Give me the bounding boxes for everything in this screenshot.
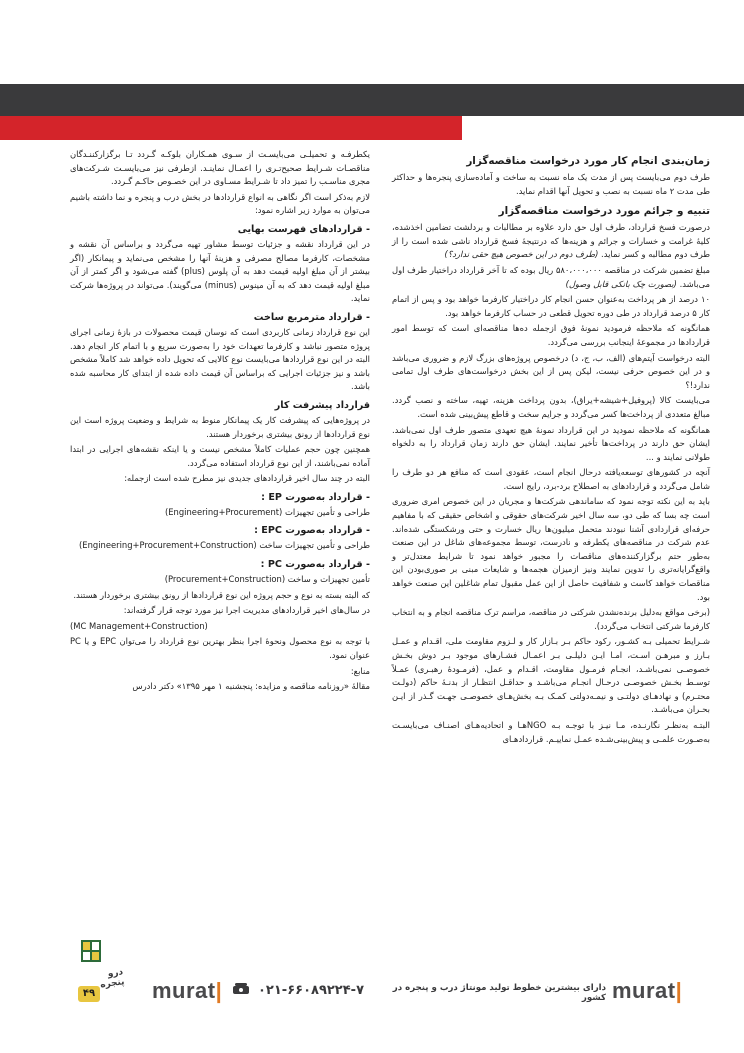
italic-note: (طرف دوم در این خصوص هیچ حقی ندارد؟) <box>444 249 599 260</box>
paragraph: این نوع قرارداد زمانی کاربردی است که نوسان قیمت محصولات در بازهٔ زمانی اجرای پروژه متصور نباشد و کارفرما تعهدات خود را به‌صورت سریع و با اتمام کار انجام دهد. البته در این نوع قراردادها می‌بایست نوع کالایی که تحویل داده خواهد شد کاملاً مشخص باشد و نیز جزئیات اجرایی که براساس آن قیمت داده شده از ابتدای کار محاسبه شده باشد. <box>70 326 370 392</box>
tagline: دارای بیشترین خطوط تولید مونتاژ درب و پنجره در کشور <box>392 983 606 1003</box>
italic-note: (بصورت چک بانکی قابل وصول) <box>565 278 677 289</box>
paragraph: می‌بایست کالا (پروفیل+شیشه+یراق)، بدون پرداخت هزینه، تهیه، ساخته و نصب گردد. مبالغ متعددی از پرداخت‌ها کسر می‌گردد و جرایم سخت و قاطع پیش‌بینی شده است. <box>392 395 710 419</box>
paragraph: البتـه به‌نظـر نگارنـده، مـا نیـز با توجـه بـه NGOهـا و اتحادیه‌هـای اصنـاف می‌بایسـت به‌صـورت علمـی و پیش‌بینی‌شـده عمـل نماییـم. قراردادهـای <box>392 719 710 744</box>
window-icon <box>78 938 106 966</box>
paragraph: همانگونه که ملاحظه فرمودید نمونهٔ فوق ازجمله ده‌ها مناقصه‌ای است که توسط امور قراردادها در مجموعهٔ اینجانب بررسی می‌گردد. <box>392 323 710 347</box>
page-number: ۴۹ <box>78 986 100 1002</box>
paragraph: (برخی مواقع به‌دلیل برنده‌نشدن شرکتی در مناقصه، مراسم ترک مناقصه انجام و به انتخاب کارفرما شرکتی انتخاب می‌گردد). <box>392 607 710 631</box>
right-column <box>392 148 710 748</box>
magazine-name: درو پنجره <box>99 967 126 991</box>
paragraph: باید به این نکته توجه نمود که ساماندهی شرکت‌ها و مجریان در این خصوص امری ضروری است چه بسا که طی دو، سه سال اخیر شرکت‌های حقوقی و اشخاص حقیقی که با مفاهیم حرفه‌ای قراردادی آشنا نبودند متحمل میلیون‌ها ریال خسارت و حتی ورشکستگی شده‌اند. عدم شرکت در مناقصه‌های یکطرفه و نادرست، توسط مجموعه‌های شاغل در این صنعت به‌طور حتم برگزارکننده‌های مناقصات را مجبور خواهد نمود تا شرایط معتدل‌تر و واقع‌گرایانه‌تری را تدوین نمایند ونیز ازمیزان هجمه‌ها و شایعات مبنی بر صوری‌بودن این مناقصات خواهد کاست و شفافیت حاصل از این عمل مقبول تمام شاغلین این صنعت خواهد بود. <box>392 496 710 602</box>
paragraph: در پروژه‌هایی که پیشرفت کار یک پیمانکار منوط به شرایط و وضعیت پروژه است این نوع قراردادها از رونق بیشتری برخوردار هستند. <box>70 414 370 439</box>
paragraph: همچنین چون حجم عملیات کاملاً مشخص نیست و یا اینکه نقشه‌های اجرایی در ابتدا آماده نمی‌باشند، از این نوع قرارداد استفاده می‌گردد. <box>70 444 370 468</box>
paragraph: درصورت فسخ قرارداد، طرف اول حق دارد علاوه بر مطالبات و بردلشت تضامین اخذشده، کلیهٔ غرامت و خسارات و جرائم و هزینه‌ها که درنتیجهٔ فسخ قرارداد ناشی شده است را از طرف دوم مطالبه و کسر نماید. (طرف دوم در این خصوص هیچ حقی ندارد؟) <box>392 222 710 260</box>
paragraph: که البته بسته به نوع و حجم پروژه این نوع قراردادها از رونق بیشتری برخوردار هستند. <box>73 589 370 600</box>
paragraph: طراحی و تأمین تجهیزات (Engineering+Procurement) <box>164 506 370 517</box>
paragraph: ۱۰ درصد از هر پرداخت به‌عنوان حسن انجام کار دراختیار کارفرما خواهد بود و پس از اتمام کار ۵ درصد قرارداد در طی دوره تحویل قطعی در حساب کارفرما خواهد بود. <box>392 294 710 318</box>
subheading-ep: - قرارداد به‌صورت EP : <box>261 491 370 503</box>
paragraph: در این قرارداد نقشه و جزئیات توسط مشاور تهیه می‌گردد و براساس آن نقشه و مشخصات، کارفرما مصالح مصرفی و هزینهٔ آنها را مشخص می‌نماید و پیمانکار (اگر بیشتر از آن مبلغ اولیه قیمت دهد به آن پلوس (plus) گفته می‌شود و اگر کمتر از آن مبلغ اولیه قیمت دهد که به آن مینوس (minus) می‌گویند). می‌تواند در پروژه‌ها شرکت نماید. <box>70 238 370 304</box>
subheading-progress: قرارداد پیشرفت کار <box>274 399 370 411</box>
paragraph: آنچه در کشورهای توسعه‌یافته درحال انجام است، عقودی است که منافع هر دو طرف را شامل می‌گردد و قراردادهای به اصطلاح برد-برد، رایج است. <box>392 467 710 491</box>
phone-icon <box>232 983 250 995</box>
subheading-square-meter: - قرارداد مترمربع ساخت <box>253 311 370 323</box>
sources-label: منابع: <box>350 665 370 676</box>
paragraph: تأمین تجهیزات و ساخت (Procurement+Construction) <box>164 574 370 585</box>
paragraph: در سال‌های اخیر قراردادهای مدیریت اجرا نیز مورد توجه قرار گرفته‌اند: <box>123 605 370 616</box>
paragraph: طرف دوم می‌بایست پس از مدت یک ماه نسبت به ساخت و آماده‌سازی پنجره‌ها و حداکثر طی مدت ۲ ماه نسبت به نصب و تحویل آنها اقدام نماید. <box>392 172 710 196</box>
paragraph: لازم به‌ذکر است اگر نگاهی به انواع قراردادها در بخش درب و پنجره و نما داشته باشیم می‌توان به موارد زیر اشاره نمود: <box>70 191 370 216</box>
paragraph: شـرایط تحمیلی بـه کشـور، رکود حاکم بـر بـازار کار و لـزوم مقاومت ملی، اقـدام و عمـل بـارز و مبرهـن اسـت، امـا ایـن دلیلـی بـر اعمـال فشـارهای موجود بـر دوش بخـش خصوصـی نمی‌باشـد، انجـام فرمـول مقاومت، اقـدام و عمل، (فرمـودهٔ رهبـری) عمـلاً توسـط بخـش خصوصـی درحـال انجـام می‌باشـد و حداقـل انتظـار از بدنـهٔ حاکم (دولـت محتـرم) و نهادهـای دولتـی و نیمـه‌دولتی کمـک بـه بخش‌هـای خصوصـی جهـت گـذر از ایـن بحـران می‌باشـد. <box>392 636 710 715</box>
section-title-schedule: زمان‌بندی انجام کار مورد درخواست مناقصه‌گزار <box>466 155 710 167</box>
paragraph: (MC Management+Construction) <box>70 620 208 631</box>
magazine-logo <box>78 938 106 966</box>
paragraph: یکطرفـه و تحمیلـی می‌بایسـت از سـوی همـکاران بلوکـه گـردد تـا برگزارکننـدگان مناقصـات شـرایط صحیح‌تـری را اعمـال نماینـد. ازطرفی نیز می‌بایسـت شـرکت‌های مجری مناسـب را تمیز داد تا شـرایط مسـاوی در این خصـوص حاکـم گـردد. <box>70 149 370 187</box>
phone-number: ۰۲۱-۶۶۰۸۹۲۲۴-۷ <box>258 983 365 998</box>
brand-logo: murat| <box>152 978 223 1003</box>
brand-logo-right: murat| <box>612 978 683 1003</box>
accent-band <box>0 116 462 140</box>
subheading-epc: - قرارداد به‌صورت EPC : <box>254 525 370 537</box>
header-band <box>0 84 744 116</box>
subheading-price-list: - قراردادهای فهرست بهایی <box>237 223 370 235</box>
left-column <box>70 148 370 696</box>
footer <box>0 968 744 1008</box>
paragraph: همانگونه که ملاحظه نمودید در این قرارداد نمونهٔ هیچ تعهدی متصور طرف اول نمی‌باشد. ایشان حق دارند در پرداخت‌ها تأخیر نمایند. ایشان حق دارند زمان قرارداد را به دلخواه طولانی نمایند و ... <box>392 424 710 462</box>
paragraph: مبلغ تضمین شرکت در مناقصه ۵۸۰،۰۰۰،۰۰۰ ریال بوده که تا آخر قرارداد دراختیار طرف اول می‌باشد. (بصورت چک بانکی قابل وصول) <box>392 264 710 289</box>
paragraph: با توجه به نوع محصول ونحوهٔ اجرا بنظر بهترین نوع قرارداد را می‌توان EPC و یا PC عنوان نمود. <box>70 636 370 661</box>
paragraph: البته در چند سال اخیر قراردادهای جدیدی نیز مطرح شده است ازجمله: <box>124 473 370 484</box>
paragraph: البته درخواست آیتم‌های (الف، ب، ج، د) درخصوص پروژه‌های بزرگ لازم و ضروری می‌باشد و در این خصوص حرفی نیست، لیکن پس از این بخش درخواست‌های طرف اول تمامی ندارد!؟ <box>392 352 710 390</box>
section-title-penalties: تنبیه و جرائم مورد درخواست مناقصه‌گزار <box>498 205 710 218</box>
paragraph: طراحی و تأمین تجهیزات ساخت (Engineering+Procurement+Construction) <box>79 540 370 551</box>
source-citation: مقالهٔ «روزنامه مناقصه و مزایده: پنجشنبه ۱ مهر ۱۳۹۵» دکتر دادرس <box>132 681 370 692</box>
subheading-pc: - قرارداد به‌صورت PC : <box>260 559 370 571</box>
